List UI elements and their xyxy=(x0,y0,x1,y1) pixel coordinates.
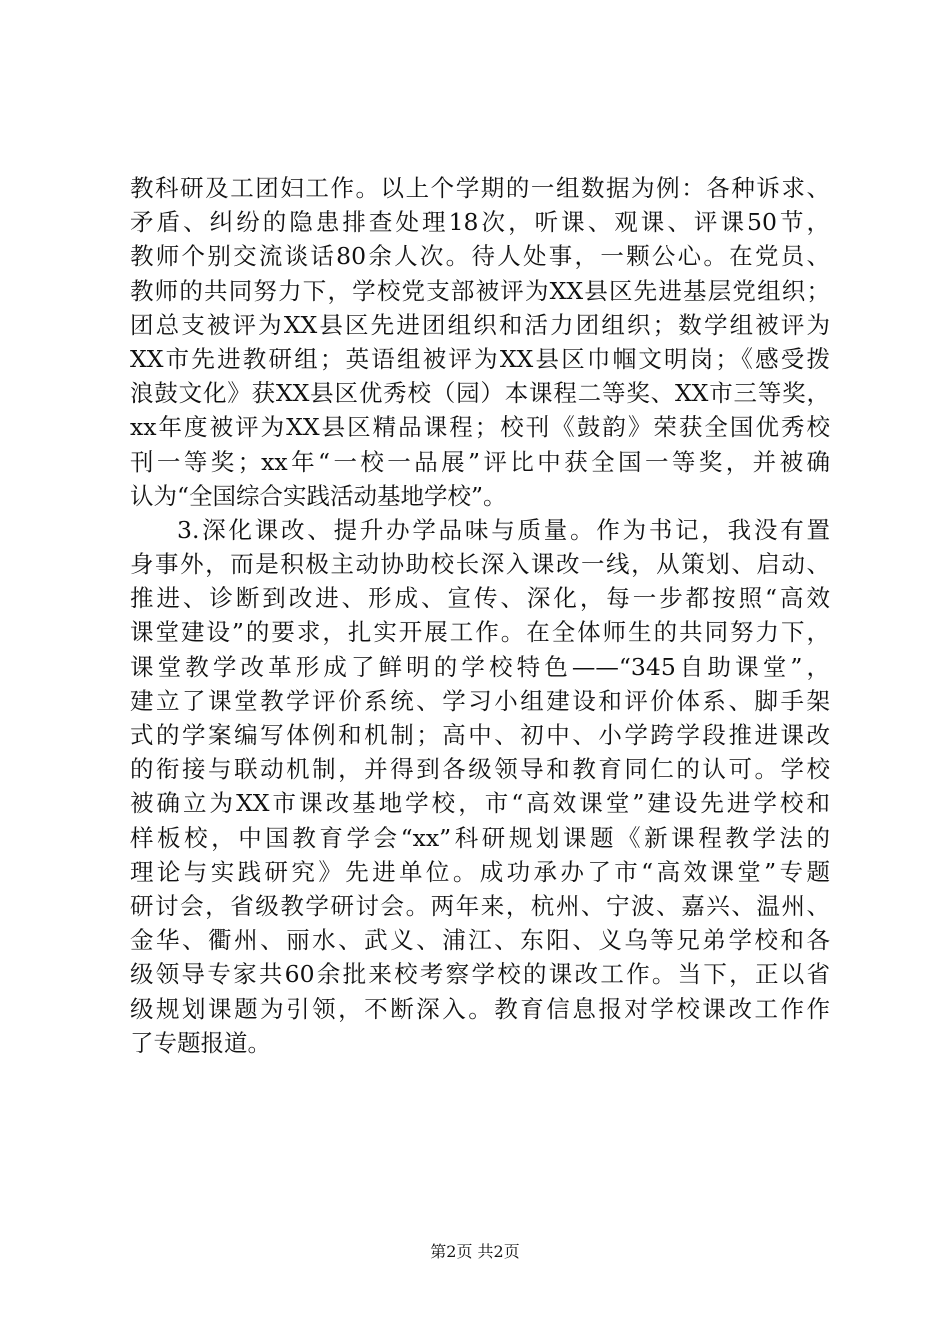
text-line: 教师个别交流谈话80余人次。待人处事，一颗公心。在党员、 xyxy=(130,242,830,271)
text-line: 浪鼓文化》获XX县区优秀校（园）本课程二等奖、XX市三等奖， xyxy=(130,379,830,408)
text-line: 被确立为XX市课改基地学校，市“高效课堂”建设先进学校和 xyxy=(130,789,830,818)
text-line: 身事外，而是积极主动协助校长深入课改一线，从策划、启动、 xyxy=(130,550,830,579)
text-line: 研讨会，省级教学研讨会。两年来，杭州、宁波、嘉兴、温州、 xyxy=(130,891,830,920)
text-line: 式的学案编写体例和机制；高中、初中、小学跨学段推进课改 xyxy=(130,721,830,749)
text-line: 理论与实践研究》先进单位。成功承办了市“高效课堂”专题 xyxy=(130,857,830,886)
text-line: 团总支被评为XX县区先进团组织和活力团组织；数学组被评为 xyxy=(130,310,830,339)
text-line: 刊一等奖；xx年“一校一品展”评比中获全国一等奖，并被确 xyxy=(130,447,830,476)
page-footer: 第2页 共2页 xyxy=(430,1242,520,1261)
text-line: 矛盾、纠纷的隐患排查处理18次，听课、观课、评课50节， xyxy=(130,208,830,237)
text-line: xx年度被评为XX县区精品课程；校刊《鼓韵》荣获全国优秀校 xyxy=(130,413,830,442)
text-line: XX市先进教研组；英语组被评为XX县区巾帼文明岗；《感受拨 xyxy=(130,344,830,373)
text-line: 了专题报道。 xyxy=(130,1028,271,1057)
text-line: 3.深化课改、提升办学品味与质量。作为书记，我没有置 xyxy=(177,515,830,544)
text-line: 课堂建设”的要求，扎实开展工作。在全体师生的共同努力下， xyxy=(130,618,830,647)
text-line: 的衔接与联动机制，并得到各级领导和教育同仁的认可。学校 xyxy=(130,755,830,784)
text-line: 认为“全国综合实践活动基地学校”。 xyxy=(130,481,507,510)
body-text xyxy=(130,171,830,1060)
text-line: 推进、诊断到改进、形成、宣传、深化，每一步都按照“高效 xyxy=(130,584,830,613)
text-line: 金华、衢州、丽水、武义、浦江、东阳、义乌等兄弟学校和各 xyxy=(130,926,830,955)
text-line: 课堂教学改革形成了鲜明的学校特色——“345自助课堂”， xyxy=(130,652,830,681)
text-line: 建立了课堂教学评价系统、学习小组建设和评价体系、脚手架 xyxy=(130,686,830,715)
text-line: 教科研及工团妇工作。以上个学期的一组数据为例：各种诉求、 xyxy=(130,174,830,202)
text-line: 教师的共同努力下，学校党支部被评为XX县区先进基层党组织； xyxy=(130,276,830,305)
text-line: 样板校，中国教育学会“xx”科研规划课题《新课程教学法的 xyxy=(130,823,830,852)
text-line: 级领导专家共60余批来校考察学校的课改工作。当下，正以省 xyxy=(130,960,830,989)
text-line: 级规划课题为引领，不断深入。教育信息报对学校课改工作作 xyxy=(130,994,830,1023)
